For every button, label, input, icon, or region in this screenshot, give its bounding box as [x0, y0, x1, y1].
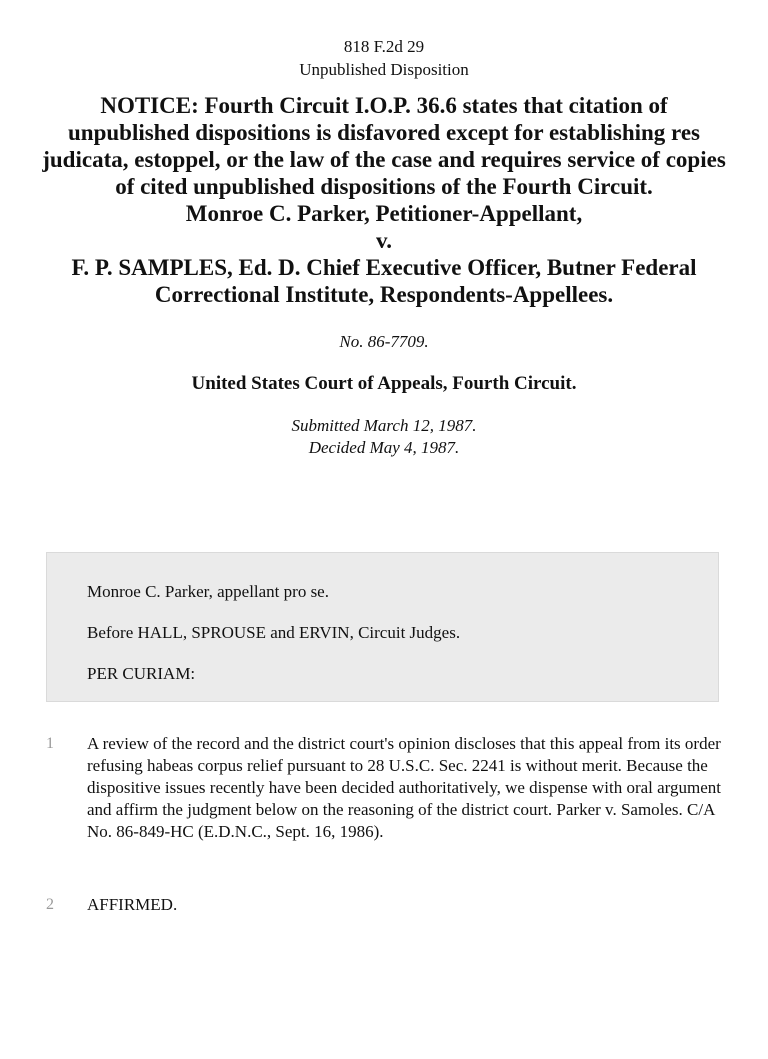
case-dates: [0, 415, 768, 459]
submitted-date: Submitted March 12, 1987.: [291, 416, 477, 435]
citation: 818 F.2d 29: [343, 37, 425, 56]
counsel-box: [46, 552, 719, 702]
docket-number: No. 86-7709.: [339, 332, 429, 351]
panel-line: Before HALL, SPROUSE and ERVIN, Circuit Judges.: [87, 623, 461, 642]
case-title: [40, 92, 728, 308]
versus: v.: [376, 228, 392, 253]
paragraph-text: A review of the record and the district court's opinion discloses that this appeal from its order refusing habeas corpus relief pursuant to 28 U.S.C. Sec. 2241 is without merit. Because the dispositive issues recently have been decided authoritatively, we dispense with oral argument and affirm the judgment below on the reasoning of the district court. Parker v. Samoles. C/A No. 86-849-HC (E.D.N.C., Sept. 16, 1986).: [87, 734, 722, 841]
paragraph-text: AFFIRMED.: [87, 895, 178, 914]
appellees-name: F. P. SAMPLES, Ed. D. Chief Executive Officer, Butner Federal Correctional Institute, Respondents-Appellees.: [71, 255, 697, 307]
document-header: [0, 35, 768, 81]
counsel-line: Monroe C. Parker, appellant pro se.: [87, 582, 329, 601]
notice-text: NOTICE: Fourth Circuit I.O.P. 36.6 states that citation of unpublished dispositions is disfavored except for establishing res judicata, estoppel, or the law of the case and requires service of copies of cited unpublished dispositions of the Fourth Circuit.: [42, 93, 726, 199]
appellant-name: Monroe C. Parker, Petitioner-Appellant,: [185, 201, 583, 226]
decided-date: Decided May 4, 1987.: [308, 438, 460, 457]
disposition-type: Unpublished Disposition: [299, 60, 469, 79]
paragraph-number: 2: [46, 896, 54, 913]
court-name: United States Court of Appeals, Fourth Circuit.: [191, 373, 577, 394]
per-curiam-line: PER CURIAM:: [87, 664, 196, 683]
paragraph-number: 1: [46, 735, 54, 752]
